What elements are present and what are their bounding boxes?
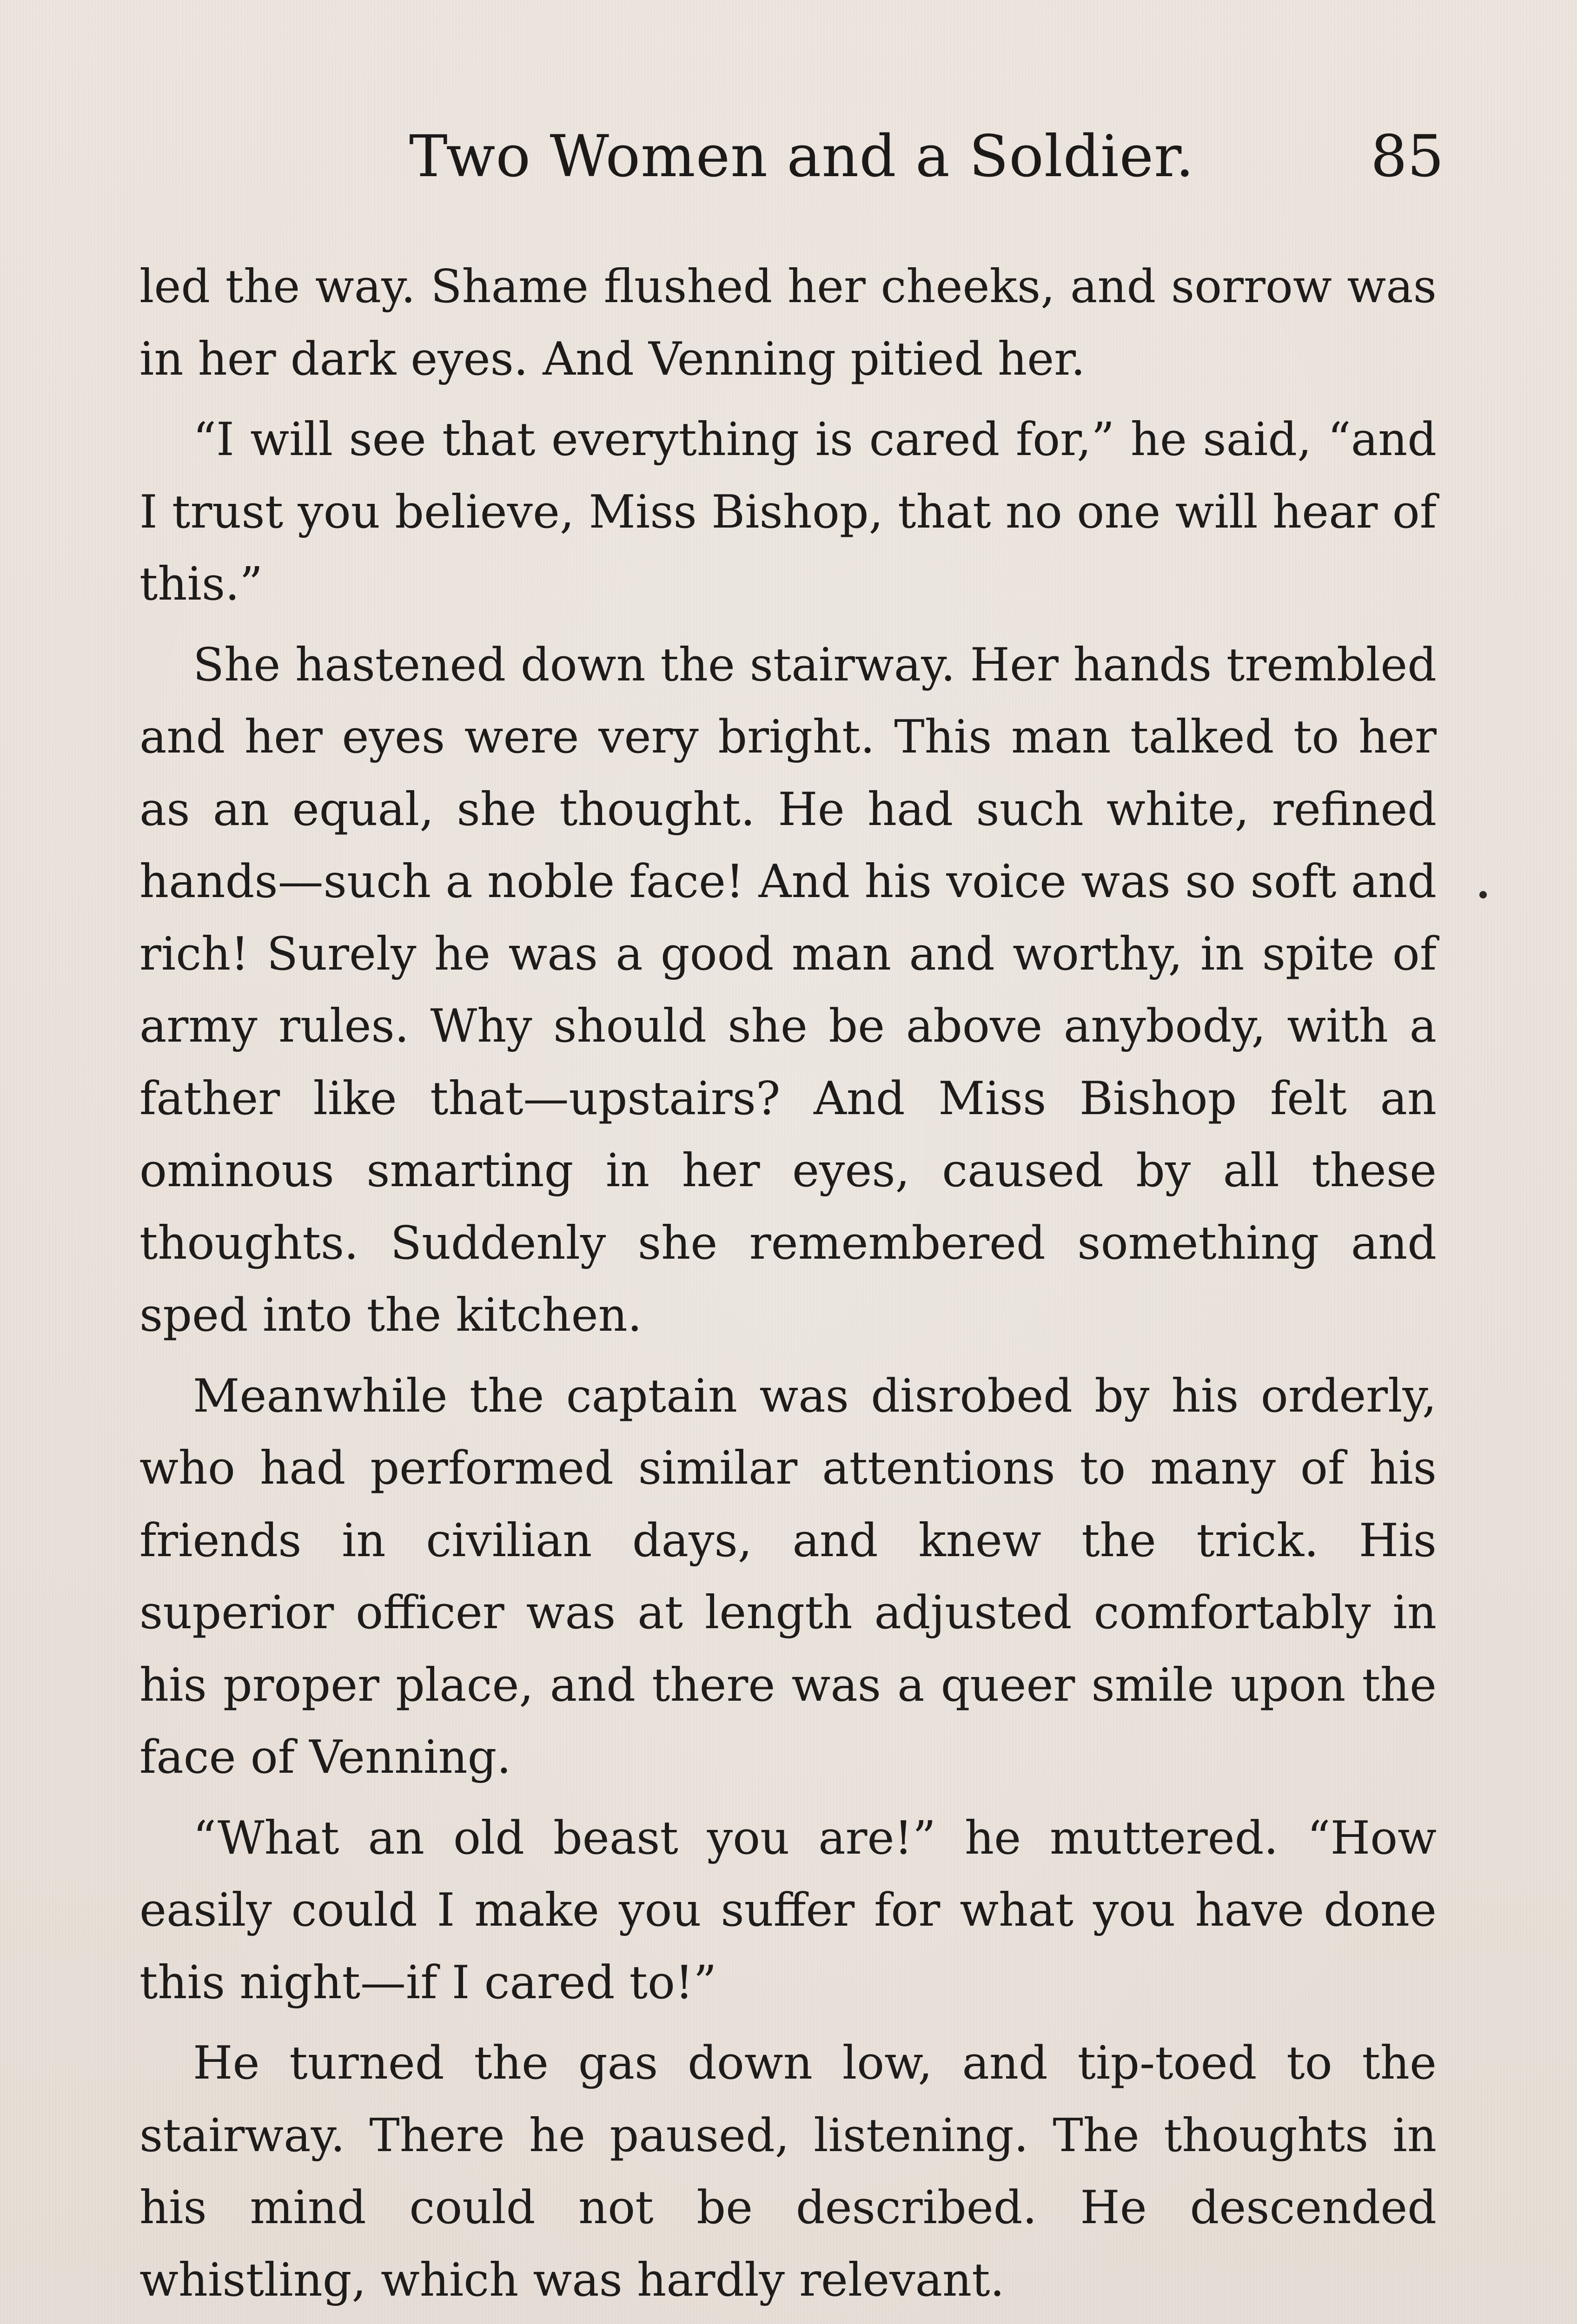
body-text — [139, 251, 1437, 2324]
ink-speck — [1479, 891, 1487, 898]
paragraph: “What an old beast you are!” he muttered. “How easily could I make you suffer for what you have done this night—if I cared to!” — [139, 1811, 1437, 2009]
paragraph: led the way. Shame flushed her cheeks, and sorrow was in her dark eyes. And Venning pitied her. — [139, 260, 1437, 386]
paragraph: Meanwhile the captain was disrobed by his orderly, who had performed similar attentions to many of his friends in civilian days, and knew the trick. His superior officer was at length adjusted comfortably in his proper place, and there was a queer smile upon the face of Venning. — [139, 1369, 1437, 1784]
paragraph: He turned the gas down low, and tip-toed to the stairway. There he paused, listening. The thoughts in his mind could not be described. He descended whistling, which was hardly relevant. — [139, 2037, 1437, 2307]
paragraph: “I will see that everything is cared for,” he said, “and I trust you believe, Miss Bishop, that no one will hear of this.” — [139, 413, 1437, 611]
page-number: 85 — [1371, 123, 1444, 190]
running-title: Two Women and a Soldier. — [409, 123, 1195, 190]
paragraph: She hastened down the stairway. Her hands trembled and her eyes were very bright. This man talked to her as an equal, she thought. He had such white, refined hands—such a noble face! And his voice was so soft and rich! Surely he was a good man and worthy, in spite of army rules. Why should she be above anybody, with a father like that—upstairs? And Miss Bishop felt an ominous smarting in her eyes, caused by all these thoughts. Suddenly she remembered something and sped into the kitchen. — [139, 638, 1437, 1342]
page-header — [0, 123, 1577, 198]
